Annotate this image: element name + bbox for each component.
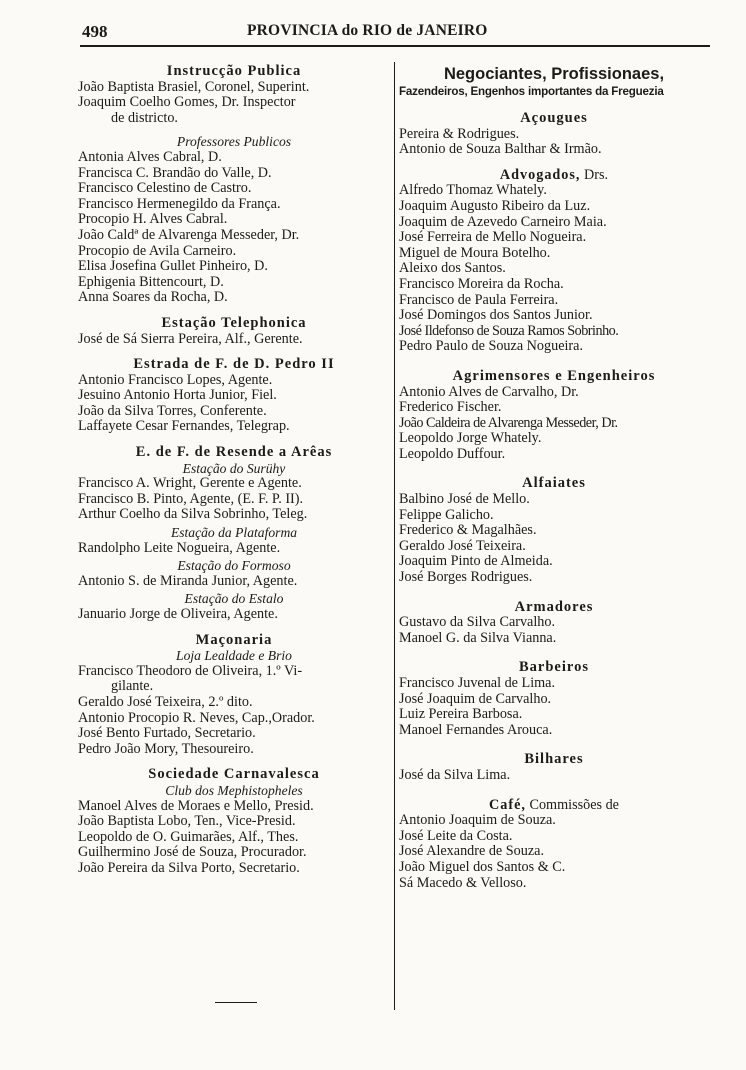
entry: João Caldeira de Alvarenga Messeder, Dr. (399, 415, 618, 431)
entry: Francisco Celestino de Castro. (78, 181, 252, 197)
entry: José Alexandre de Souza. (399, 844, 544, 860)
entry: José Leite da Costa. (399, 828, 513, 844)
entry: Pereira & Rodrigues. (399, 126, 520, 142)
left-column (78, 64, 390, 877)
section-title: Sociedade Carnavalesca (148, 766, 320, 783)
page-header (82, 18, 692, 46)
entry: Francisco Theodoro de Oliveira, 1.º Vi- (78, 663, 303, 679)
section-title (399, 168, 709, 184)
entry: Joaquim Pinto de Almeida. (399, 554, 553, 570)
entry: João Caldª de Alvarenga Messeder, Dr. (78, 227, 300, 243)
entry: Antonia Alves Cabral, D. (78, 149, 222, 165)
section-title-suffix: Drs. (584, 166, 609, 183)
entry: José de Sá Sierra Pereira, Alf., Gerente. (78, 331, 303, 347)
column-header: Negociantes, Profissionaes, (443, 65, 665, 83)
entry: Laffayete Cesar Fernandes, Telegrap. (78, 419, 290, 435)
entry: João Miguel dos Santos & C. (399, 859, 566, 875)
entry: Leopoldo de O. Guimarães, Alf., Thes. (78, 829, 299, 845)
section-title: Instrucção Publica (166, 63, 302, 79)
section-title: Bilhares (524, 751, 584, 768)
entry: José Borges Rodrigues. (399, 570, 533, 586)
section-title-suffix: Commissões de (529, 796, 619, 813)
section-title: Barbeiros (519, 659, 589, 676)
entry: Januario Jorge de Oliveira, Agente. (78, 607, 278, 622)
entry: Antonio Joaquim de Souza. (399, 813, 556, 829)
entry: Anna Soares da Rocha, D. (78, 290, 228, 306)
entry: Antonio Procopio R. Neves, Cap.,Orador. (78, 710, 315, 726)
entry: Ephigenia Bittencourt, D. (78, 274, 224, 290)
entry: Procopio H. Alves Cabral. (78, 212, 228, 228)
entry: Joaquim Coelho Gomes, Dr. Inspector (78, 95, 296, 111)
entry: Sá Macedo & Velloso. (399, 875, 527, 891)
entry: Antonio de Souza Balthar & Irmão. (399, 142, 602, 158)
station-title: Estação do Surühy (182, 460, 286, 476)
station-title: Estação da Plataforma (170, 525, 298, 541)
entry: Joaquim Augusto Ribeiro da Luz. (399, 198, 591, 214)
entry: Francisco de Paula Ferreira. (399, 292, 559, 308)
entry: Arthur Coelho da Silva Sobrinho, Teleg. (78, 507, 308, 523)
station-title: Estação do Estalo (184, 591, 284, 607)
entry: Pedro Paulo de Souza Nogueira. (399, 339, 584, 355)
section-title: Agrimensores e Engenheiros (452, 367, 656, 384)
entry: Aleixo dos Santos. (399, 261, 506, 277)
entry-continuation: gilante. (111, 679, 154, 695)
entry: Alfredo Thomaz Whately. (399, 183, 547, 199)
entry: Miguel de Moura Botelho. (399, 245, 551, 261)
entry: Antonio Alves de Carvalho, Dr. (399, 384, 579, 400)
section-title: Alfaiates (522, 475, 586, 492)
section-title-main: Café, (489, 796, 526, 813)
entry: Luiz Pereira Barbosa. (399, 707, 523, 723)
entry: José Domingos dos Santos Junior. (399, 308, 593, 324)
entry: Manoel Fernandes Arouca. (399, 722, 553, 738)
section-subtitle: Professores Publicos (176, 134, 292, 150)
entry: José Ildefonso de Souza Ramos Sobrinho. (399, 323, 619, 339)
section-subtitle: Loja Lealdade e Brio (176, 648, 292, 664)
entry: Balbino José de Mello. (399, 492, 530, 508)
running-title: PROVINCIA do RIO de JANEIRO (247, 22, 488, 39)
entry: João Pereira da Silva Porto, Secretario. (78, 860, 300, 876)
footer-rule (215, 1002, 257, 1003)
entry: José Ferreira de Mello Nogueira. (399, 230, 587, 246)
entry: Randolpho Leite Nogueira, Agente. (78, 540, 281, 556)
section-title (399, 798, 709, 814)
station-title: Estação do Formoso (177, 558, 291, 574)
section-title: Açougues (520, 110, 588, 126)
entry: Francisco B. Pinto, Agente, (E. F. P. II). (78, 491, 304, 507)
entry: Francisco Juvenal de Lima. (399, 676, 556, 691)
entry: Gustavo da Silva Carvalho. (399, 615, 556, 631)
section-title: Estação Telephonica (161, 314, 307, 331)
entry: José Joaquim de Carvalho. (399, 691, 552, 707)
entry: José Bento Furtado, Secretario. (78, 726, 256, 742)
section-title-main: Advogados, (499, 166, 581, 183)
column-subheader: Fazendeiros, Engenhos importantes da Freguezia (399, 85, 664, 98)
entry: Francisco Hermenegildo da França. (78, 196, 281, 212)
right-column (399, 64, 709, 891)
entry: Antonio Francisco Lopes, Agente. (78, 372, 273, 388)
entry: Leopoldo Duffour. (399, 446, 506, 462)
entry: Elisa Josefina Gullet Pinheiro, D. (78, 259, 268, 275)
section-title: E. de F. de Resende a Arêas (135, 444, 333, 461)
entry: Antonio S. de Miranda Junior, Agente. (78, 573, 298, 589)
entry: João Baptista Lobo, Ten., Vice-Presid. (78, 814, 296, 830)
entry: Frederico & Magalhães. (399, 523, 537, 539)
column-divider (394, 62, 395, 1010)
entry: Frederico Fischer. (399, 400, 502, 416)
entry: Felippe Galicho. (399, 507, 494, 523)
entry: Jesuino Antonio Horta Junior, Fiel. (78, 388, 277, 404)
entry: Manoel G. da Silva Vianna. (399, 630, 557, 646)
entry: Geraldo José Teixeira. (399, 538, 526, 554)
entry: Guilhermino José de Souza, Procurador. (78, 845, 307, 861)
section-title: Maçonaria (195, 631, 273, 648)
entry: Francisca C. Brandão do Valle, D. (78, 165, 272, 181)
entry: Francisco A. Wright, Gerente e Agente. (78, 476, 302, 492)
entry: Leopoldo Jorge Whately. (399, 431, 542, 447)
section-title: Estrada de F. de D. Pedro II (133, 356, 335, 373)
entry: João da Silva Torres, Conferente. (78, 403, 267, 419)
page-number: 498 (82, 22, 108, 41)
header-rule (80, 45, 710, 47)
entry: Joaquim de Azevedo Carneiro Maia. (399, 214, 607, 230)
entry: Geraldo José Teixeira, 2.º dito. (78, 694, 253, 710)
entry: Francisco Moreira da Rocha. (399, 276, 564, 292)
entry-continuation: de districto. (111, 110, 178, 126)
section-subtitle: Club dos Mephistopheles (165, 782, 303, 798)
entry: Pedro João Mory, Thesoureiro. (78, 741, 254, 757)
section-title: Armadores (514, 598, 594, 615)
entry: Manoel Alves de Moraes e Mello, Presid. (78, 798, 314, 814)
entry: Procopio de Avila Carneiro. (78, 243, 237, 259)
entry: João Baptista Brasiel, Coronel, Superint. (78, 79, 310, 95)
entry: José da Silva Lima. (399, 767, 511, 783)
